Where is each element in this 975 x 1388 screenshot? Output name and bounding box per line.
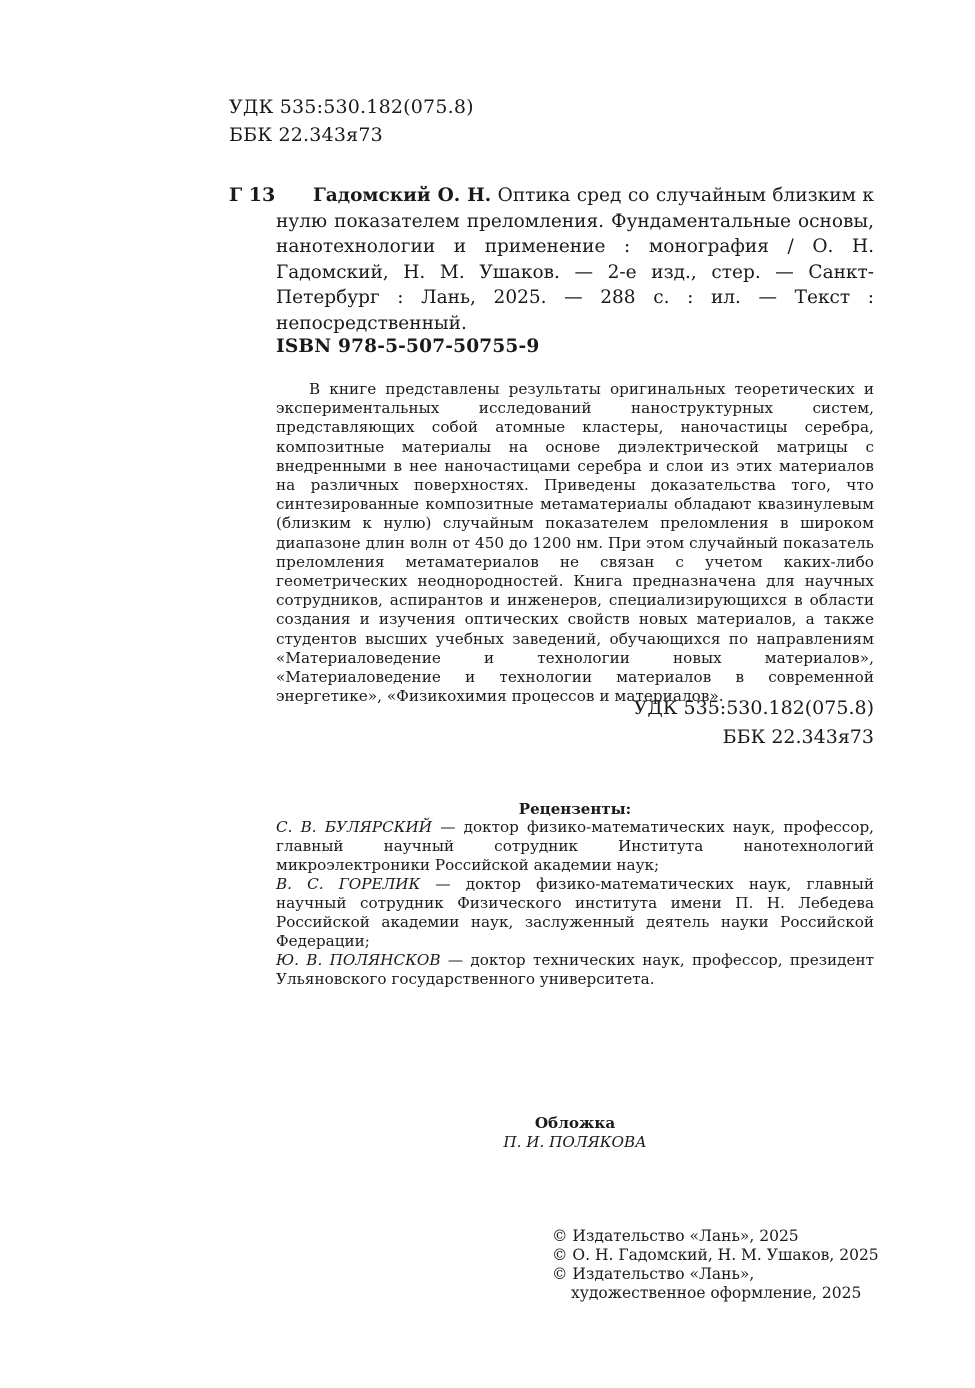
reviewer-item [276,818,874,875]
reviewer-item [276,951,874,989]
header-udk: УДК 535:530.182(075.8) [229,96,474,118]
copyright-line: © Издательство «Лань», 2025 [552,1227,799,1245]
copyright-line: © Издательство «Лань», [552,1265,755,1283]
reviewer-item [276,875,874,951]
classification-bbk: ББК 22.343я73 [722,726,874,748]
reviewer-name: Ю. В. ПОЛЯНСКОВ [276,951,441,969]
reviewer-name: В. С. ГОРЕЛИК [276,875,421,893]
reviewer-text: — доктор физико-математических наук, главный научный сотрудник Физического института имени П. Н. Лебедева Российской академии наук, заслуженный деятель науки Российской Федерации; [276,875,875,950]
reviewer-text: — доктор физико-математических наук, профессор, главный научный сотрудник Института нанотехнологий микроэлектроники Российской академии наук; [276,818,874,874]
classification-block [560,694,874,752]
reviewers-list [276,818,874,989]
abstract: В книге представлены результаты оригинальных теоретических и экспериментальных исследований наноструктурных систем, представляющих собой атомные кластеры, наночастицы серебра, композитные материалы на основе диэлектрической матрицы с внедренными в нее наночастицами серебра и слои из этих материалов на различных поверхностях. Приведены доказательства того, что синтезированные композитные метаматериалы обладают квазинулевым (близким к нулю) случайным показателем преломления в широком диапазоне длин волн от 450 до 1200 нм. При этом случайный показатель преломления метаматериалов не связан с учетом каких-либо геометрических неоднородностей. Книга предназначена для научных сотрудников, аспирантов и инженеров, специализирующихся в области создания и изучения оптических свойств новых материалов, а также студентов высших учебных заведений, обучающихся по направлениям «Материаловедение и технологии новых материалов», «Материаловедение и технологии материалов в современной энергетике», «Физикохимия процессов и материалов». [276,380,874,706]
entry-author: Гадомский О. Н. [313,185,492,206]
cover-credit [276,1114,874,1152]
classification-udk: УДК 535:530.182(075.8) [633,697,874,719]
header-bbk: ББК 22.343я73 [229,124,383,146]
reviewer-name: С. В. БУЛЯРСКИЙ [276,818,432,836]
reviewer-text: — доктор технических наук, профессор, президент Ульяновского государственного университета. [276,951,874,988]
cover-title: Обложка [534,1114,616,1132]
copyright-line: © О. Н. Гадомский, Н. М. Ушаков, 2025 [552,1246,879,1264]
bibliographic-entry [276,183,874,336]
copyright-line: художественное оформление, 2025 [571,1284,862,1302]
reviewers-title: Рецензенты: [518,800,632,818]
copyright-block [552,1227,882,1303]
entry-code: Г 13 [229,184,276,206]
cover-name: П. И. ПОЛЯКОВА [503,1133,647,1151]
entry-description: Оптика сред со случайным близким к нулю показателем преломления. Фундаментальные основы, нанотехнологии и применение : монография / О. Н. Гадомский, Н. М. Ушаков. — 2-е изд., стер. — Санкт-Петербург : Лань, 2025. — 288 с. : ил. — Текст : непосредственный. [276,185,874,334]
isbn: ISBN 978-5-507-50755-9 [276,336,540,357]
